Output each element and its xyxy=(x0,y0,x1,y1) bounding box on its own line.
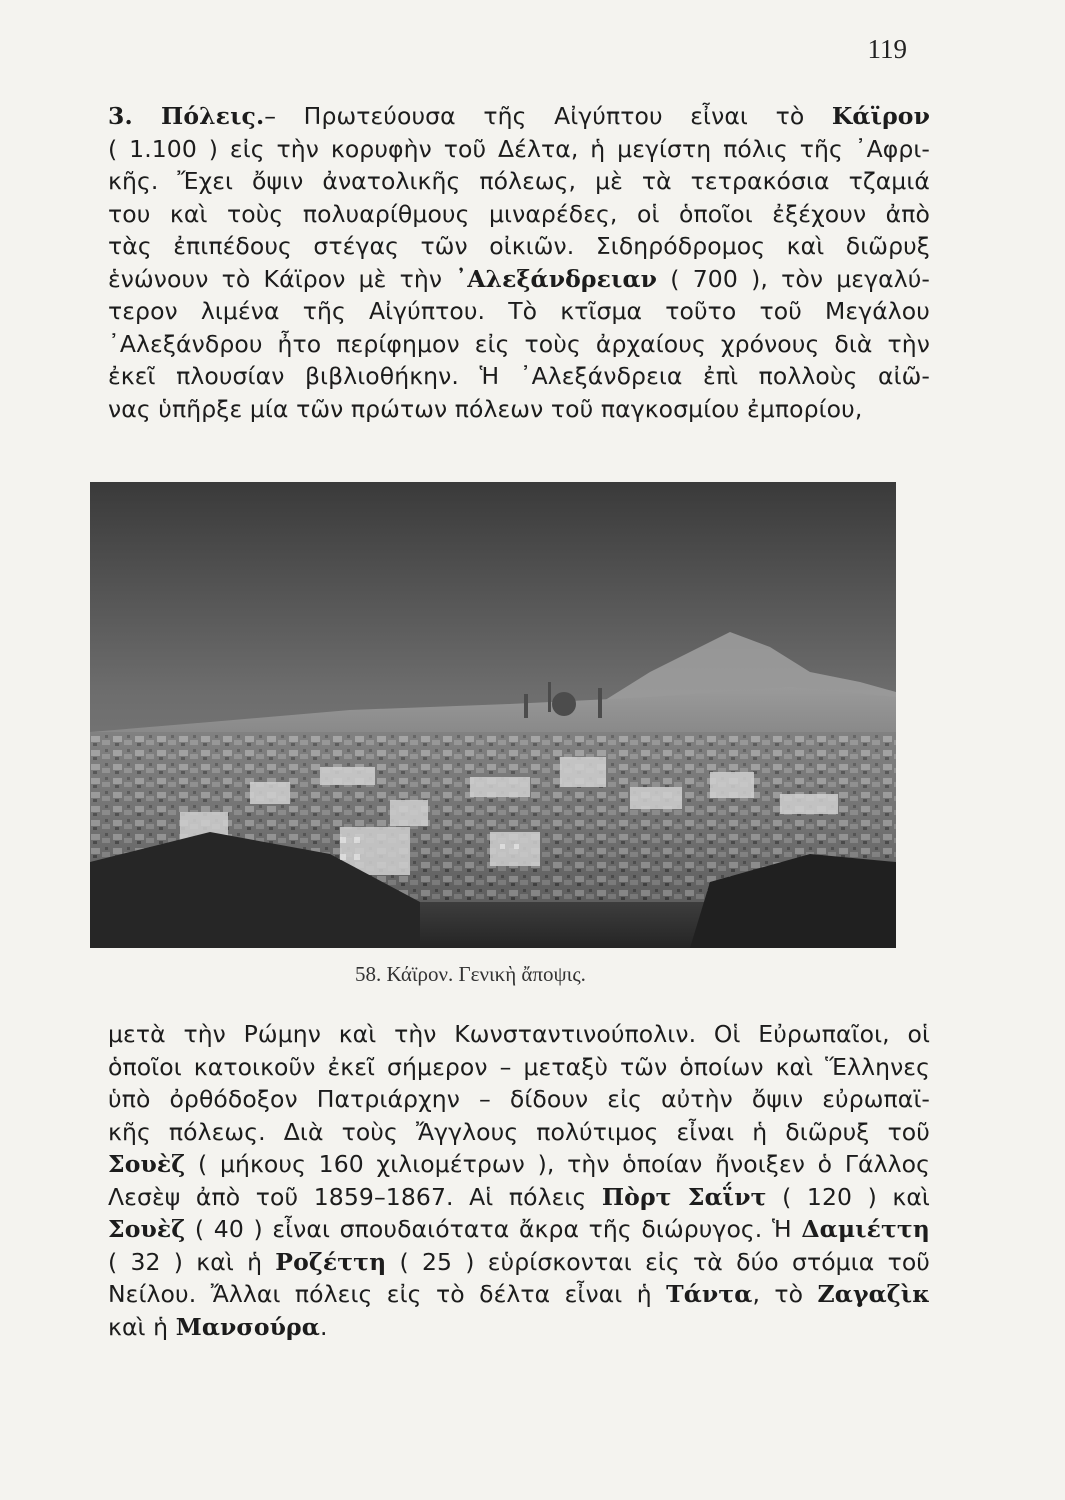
text-line xyxy=(108,1213,930,1246)
text-run: καὶ ἡ xyxy=(108,1312,176,1341)
paragraph-cities-continued xyxy=(108,1018,930,1343)
bold-term: Μανσούρα xyxy=(175,1312,320,1341)
text-line xyxy=(108,1083,930,1116)
text-run: κῆς. Ἔχει ὄψιν ἀνατολικῆς πόλεως, μὲ τὰ τετρακόσια τζαμιά xyxy=(108,167,930,195)
text-run: τὰς ἐπιπέδους στέγας τῶν οἰκιῶν. Σιδηρόδρομος καὶ διῶρυξ xyxy=(108,232,930,260)
photo-caption: 58. Κάϊρον. Γενικὴ ἄποψις. xyxy=(355,962,586,986)
text-run: , τὸ xyxy=(752,1280,818,1308)
text-line xyxy=(108,295,930,328)
text-line xyxy=(108,1018,930,1051)
text-run: ᾿Αλεξάνδρου ἦτο περίφημον εἰς τοὺς ἀρχαίους χρόνους διὰ τὴν xyxy=(108,329,930,358)
text-line xyxy=(108,165,930,198)
photo-image xyxy=(90,482,896,948)
text-run: του καὶ τοὺς πολυαρίθμους μιναρέδες, οἱ ὁποῖοι ἐξέχουν ἀπὸ xyxy=(108,199,930,228)
text-line xyxy=(108,1051,930,1084)
text-run: νας ὑπῆρξε μία τῶν πρώτων πόλεων τοῦ παγκοσμίου ἐμπορίου, xyxy=(108,394,863,423)
bold-term: Σουὲζ xyxy=(108,1215,186,1243)
text-run: ( 1.100 ) εἰς τὴν κορυφὴν τοῦ Δέλτα, ἡ μεγίστη πόλις τῆς ᾿Αφρι- xyxy=(108,134,930,163)
bold-term: 3. Πόλεις. xyxy=(108,102,265,130)
paragraph-cities xyxy=(108,100,930,425)
text-line xyxy=(108,100,930,133)
cairo-panorama-photo xyxy=(90,482,896,948)
text-run: ( 25 ) εὑρίσκονται εἰς τὰ δύο στόμια τοῦ xyxy=(386,1247,931,1276)
bold-term: Κάϊρον xyxy=(831,102,930,130)
page-number: 119 xyxy=(867,34,907,64)
text-line xyxy=(108,230,930,263)
text-run: ( 700 ), τὸν μεγαλύ- xyxy=(657,264,930,293)
text-run: Λεσὲψ ἀπὸ τοῦ 1859–1867. Αἱ πόλεις xyxy=(108,1182,602,1211)
text-run: – Πρωτεύουσα τῆς Αἰγύπτου εἶναι τὸ xyxy=(264,102,832,130)
text-run: ( μήκους 160 χιλιομέτρων ), τὴν ὁποίαν ἤνοιξεν ὁ Γάλλος xyxy=(185,1150,930,1178)
text-run: ἑνώνουν τὸ Κάϊρον μὲ τὴν xyxy=(108,264,456,293)
text-run: ὑπὸ ὀρθόδοξον Πατριάρχην – δίδουν εἰς αὐτὴν ὄψιν εὐρωπαϊ- xyxy=(108,1085,930,1113)
text-line xyxy=(108,393,930,426)
text-run: ( 120 ) καὶ xyxy=(766,1182,930,1211)
text-run: Νείλου. Ἄλλαι πόλεις εἰς τὸ δέλτα εἶναι ἡ xyxy=(108,1280,667,1308)
bold-term: Πὸρτ Σαΐντ xyxy=(601,1182,767,1211)
text-line xyxy=(108,1116,930,1149)
text-line xyxy=(108,1278,930,1311)
text-run: ( 32 ) καὶ ἡ xyxy=(108,1247,276,1276)
text-run: τερον λιμένα τῆς Αἰγύπτου. Τὸ κτῖσμα τοῦτο τοῦ Μεγάλου xyxy=(108,297,930,325)
bold-term: ᾿Αλεξάνδρειαν xyxy=(455,264,658,293)
text-line xyxy=(108,1181,930,1214)
text-line xyxy=(108,133,930,166)
text-run: ἐκεῖ πλουσίαν βιβλιοθήκην. Ἡ ᾿Αλεξάνδρεια ἐπὶ πολλοὺς αἰῶ- xyxy=(108,362,930,390)
text-run: . xyxy=(319,1312,328,1341)
text-line xyxy=(108,1246,930,1279)
bold-term: Σουὲζ xyxy=(108,1150,186,1178)
text-run: ὁποῖοι κατοικοῦν ἐκεῖ σήμερον – μεταξὺ τῶν ὁποίων καὶ Ἕλληνες xyxy=(108,1052,930,1081)
text-line xyxy=(108,360,930,393)
text-line xyxy=(108,328,930,361)
bold-term: Ροζέττη xyxy=(275,1247,387,1276)
text-line xyxy=(108,263,930,296)
bold-term: Ζαγαζὶκ xyxy=(817,1280,930,1308)
text-line xyxy=(108,1148,930,1181)
text-line xyxy=(108,1311,930,1344)
text-run: μετὰ τὴν Ρώμην καὶ τὴν Κωνσταντινούπολιν. Οἱ Εὐρωπαῖοι, οἱ xyxy=(108,1020,930,1048)
text-line xyxy=(108,198,930,231)
text-run: ( 40 ) εἶναι σπουδαιότατα ἄκρα τῆς διώρυγος. Ἡ xyxy=(185,1215,802,1243)
text-run: κῆς πόλεως. Διὰ τοὺς Ἄγγλους πολύτιμος εἶναι ἡ διῶρυξ τοῦ xyxy=(108,1117,930,1146)
bold-term: Τάντα xyxy=(666,1280,753,1308)
bold-term: Δαμιέττη xyxy=(801,1215,930,1243)
